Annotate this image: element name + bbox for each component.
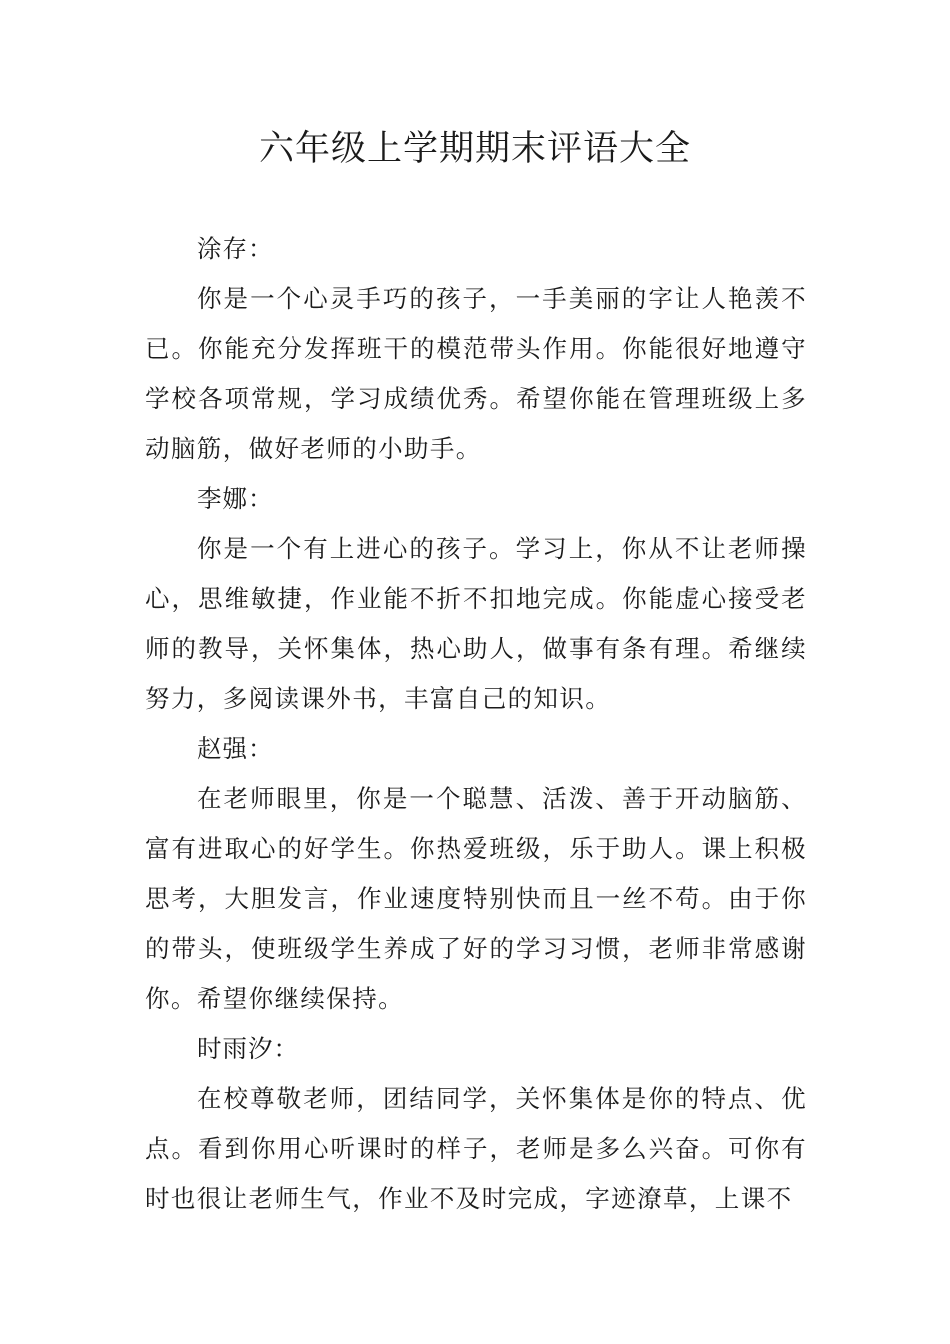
student-comment: 在校尊敬老师，团结同学，关怀集体是你的特点、优点。看到你用心听课时的样子，老师是多么兴奋。可你有时也很让老师生气，作业不及时完成，字迹潦草，上课不 [145, 1084, 807, 1213]
student-name: 时雨汐： [197, 1034, 299, 1063]
student-name: 李娜： [197, 484, 274, 513]
student-comment: 你是一个有上进心的孩子。学习上，你从不让老师操心，思维敏捷，作业能不折不扣地完成。你能虚心接受老师的教导，关怀集体，热心助人，做事有条有理。希继续努力，多阅读课外书，丰富自己的知识。 [145, 534, 807, 713]
student-comment: 你是一个心灵手巧的孩子，一手美丽的字让人艳羡不已。你能充分发挥班干的模范带头作用。你能很好地遵守学校各项常规，学习成绩优秀。希望你能在管理班级上多动脑筋，做好老师的小助手。 [145, 284, 807, 463]
document-title: 六年级上学期期末评语大全 [258, 129, 691, 169]
student-name: 赵强： [197, 734, 274, 763]
student-name: 涂存： [197, 234, 274, 263]
student-comment: 在老师眼里，你是一个聪慧、活泼、善于开动脑筋、富有进取心的好学生。你热爱班级，乐于助人。课上积极思考，大胆发言，作业速度特别快而且一丝不苟。由于你的带头，使班级学生养成了好的学习习惯，老师非常感谢你。希望你继续保持。 [145, 784, 807, 1013]
document-body [145, 224, 807, 1224]
